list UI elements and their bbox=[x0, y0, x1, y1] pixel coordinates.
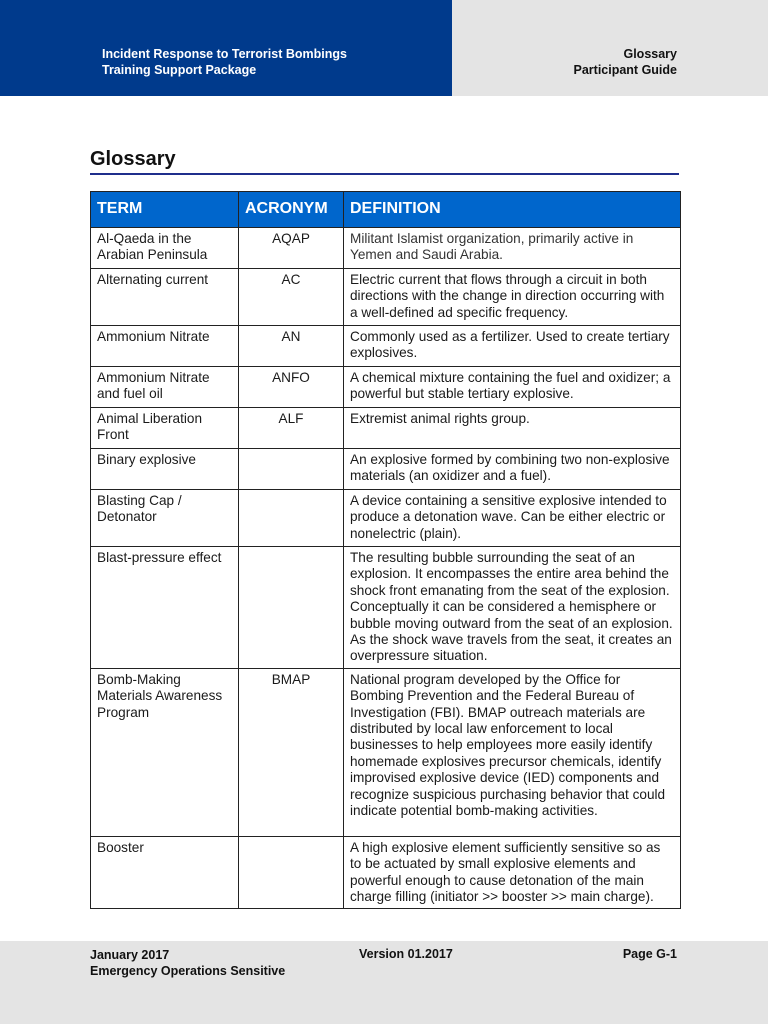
term-cell: Ammonium Nitrate and fuel oil bbox=[91, 367, 239, 408]
header-program-line1: Incident Response to Terrorist Bombings bbox=[102, 47, 347, 61]
page-title: Glossary bbox=[90, 148, 176, 170]
glossary-table bbox=[90, 191, 681, 909]
table-row bbox=[91, 269, 681, 326]
table-header-row bbox=[91, 192, 681, 228]
header-guide-name: Participant Guide bbox=[573, 63, 677, 77]
acronym-cell bbox=[239, 449, 344, 490]
acronym-cell bbox=[239, 547, 344, 669]
definition-cell: A device containing a sensitive explosive intended to produce a detonation wave. Can be either electric or nonelectric (plain). bbox=[344, 490, 681, 547]
table-row bbox=[91, 228, 681, 269]
acronym-cell bbox=[239, 490, 344, 547]
table-row bbox=[91, 326, 681, 367]
table-row bbox=[91, 449, 681, 490]
term-cell: Booster bbox=[91, 836, 239, 909]
term-cell: Bomb-Making Materials Awareness Program bbox=[91, 668, 239, 836]
header-section-name: Glossary bbox=[623, 47, 677, 61]
term-cell: Al-Qaeda in the Arabian Peninsula bbox=[91, 228, 239, 269]
table-row bbox=[91, 490, 681, 547]
definition-cell: Militant Islamist organization, primarily active in Yemen and Saudi Arabia. bbox=[344, 228, 681, 269]
definition-cell: Electric current that flows through a circuit in both directions with the change in direction occurring with a well-defined ad specific frequency. bbox=[344, 269, 681, 326]
table-row bbox=[91, 836, 681, 909]
acronym-cell: BMAP bbox=[239, 668, 344, 836]
header-section bbox=[574, 46, 678, 78]
column-header-definition: DEFINITION bbox=[344, 192, 681, 228]
acronym-cell: AQAP bbox=[239, 228, 344, 269]
column-header-term: TERM bbox=[91, 192, 239, 228]
footer-date: January 2017 bbox=[90, 948, 170, 962]
term-cell: Alternating current bbox=[91, 269, 239, 326]
definition-cell: A chemical mixture containing the fuel and oxidizer; a powerful but stable tertiary explosive. bbox=[344, 367, 681, 408]
definition-cell: National program developed by the Office for Bombing Prevention and the Federal Bureau of Investigation (FBI). BMAP outreach materials are distributed by local law enforcement to local businesses to help employees more easily identify homemade explosives precursor chemicals, identify improvised explosive device (IED) components and recognize suspicious purchasing behavior that could indicate potential bomb-making activities. bbox=[344, 668, 681, 836]
acronym-cell: ANFO bbox=[239, 367, 344, 408]
acronym-cell bbox=[239, 836, 344, 909]
term-cell: Blasting Cap / Detonator bbox=[91, 490, 239, 547]
definition-cell: A high explosive element sufficiently sensitive so as to be actuated by small explosive elements and powerful enough to cause detonation of the main charge filling (initiator >> booster >> main charge). bbox=[344, 836, 681, 909]
definition-cell: Extremist animal rights group. bbox=[344, 408, 681, 449]
footer-version: Version 01.2017 bbox=[359, 947, 453, 961]
definition-cell: The resulting bubble surrounding the seat of an explosion. It encompasses the entire area behind the shock front emanating from the seat of the explosion. Conceptually it can be considered a hemisphere or bubble moving outward from the seat of an explosion. As the shock wave travels from the seat, it creates an overpressure situation. bbox=[344, 547, 681, 669]
table-row bbox=[91, 408, 681, 449]
column-header-acronym: ACRONYM bbox=[239, 192, 344, 228]
table-row bbox=[91, 668, 681, 836]
acronym-cell: AC bbox=[239, 269, 344, 326]
term-cell: Binary explosive bbox=[91, 449, 239, 490]
term-cell: Ammonium Nitrate bbox=[91, 326, 239, 367]
footer-sensitivity: Emergency Operations Sensitive bbox=[90, 964, 286, 978]
term-cell: Blast-pressure effect bbox=[91, 547, 239, 669]
definition-cell: An explosive formed by combining two non-explosive materials (an oxidizer and a fuel). bbox=[344, 449, 681, 490]
title-divider bbox=[90, 173, 679, 175]
table-row bbox=[91, 547, 681, 669]
table-row bbox=[91, 367, 681, 408]
acronym-cell: ALF bbox=[239, 408, 344, 449]
footer-left bbox=[90, 947, 285, 979]
acronym-cell: AN bbox=[239, 326, 344, 367]
definition-cell: Commonly used as a fertilizer. Used to create tertiary explosives. bbox=[344, 326, 681, 367]
term-cell: Animal Liberation Front bbox=[91, 408, 239, 449]
header-program bbox=[102, 46, 347, 78]
footer-page-number: Page G-1 bbox=[622, 947, 677, 961]
header-program-line2: Training Support Package bbox=[102, 63, 257, 77]
